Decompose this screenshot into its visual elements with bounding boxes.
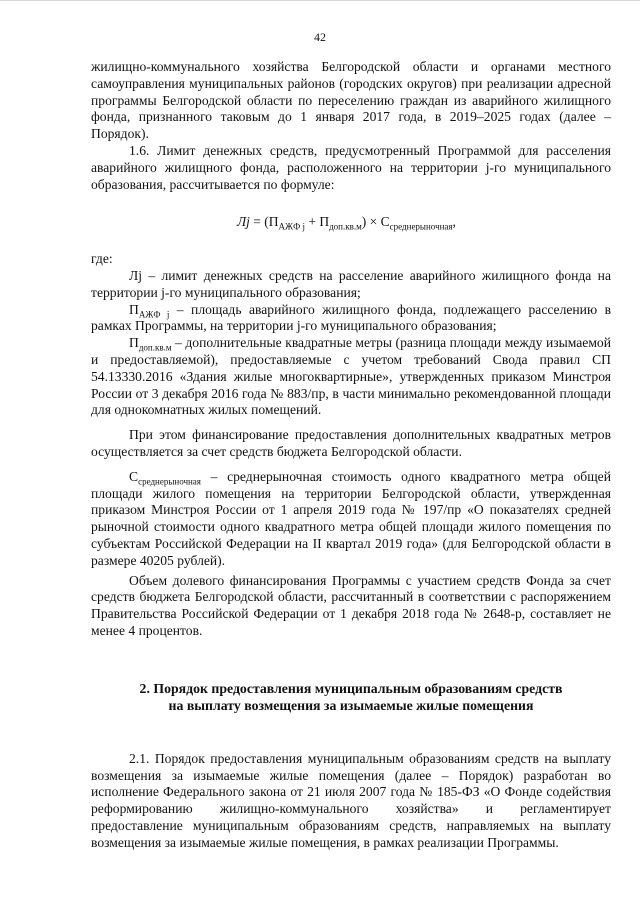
definition-market-text: – среднерыночная стоимость одного квадратного метра общей площади жилого помещения на территории Белгородской области, утвержденная приказом Минстроя России от 1 апреля 2019 года № 197/пр «О показателях средней рыночной стоимости одного квадратного метра общей площади жилого помещения по субъектам Российской Федерации на II квартал 2019 года» (для Белгородской области в размере 40205 рублей). xyxy=(91,468,611,568)
where-label: где: xyxy=(91,251,113,267)
definition-area xyxy=(91,302,611,336)
definition-area-symbol: П xyxy=(129,301,139,317)
paragraph-cofinancing: Объем долевого финансирования Программы с участием средств Фонда за счет средств бюджета Белгородской области, рассчитанный в соответствии с распоряжением Правительства Российской Федерации от 1 декабря 2018 года № 2648-р, составляет не менее 4 процентов. xyxy=(91,572,611,638)
definition-market-subscript: среднерыночная xyxy=(138,476,201,487)
definition-area-subscript: АЖФ j xyxy=(138,309,170,320)
definition-additional-symbol: П xyxy=(129,335,139,351)
definition-market-symbol: С xyxy=(129,468,139,484)
definition-market-cost xyxy=(91,469,611,570)
definition-additional-meters xyxy=(91,335,611,419)
formula-end: , xyxy=(452,214,456,230)
page-number: 42 xyxy=(314,30,326,44)
definition-limit-text: – лимит денежных средств на расселение аварийного жилищного фонда на территории j-го муниципального образования; xyxy=(91,267,611,300)
section-2-heading xyxy=(91,680,611,714)
paragraph-continuation: жилищно-коммунального хозяйства Белгородской области и органами местного самоуправления муниципальных районов (городских округов) при реализации адресной программы Белгородской области по переселению граждан из аварийного жилищного фонда, признанного таковым до 1 января 2017 года, в 2019–2025 годах (далее – Порядок). xyxy=(91,59,611,142)
definition-limit-symbol: Лj xyxy=(129,267,142,283)
section-2-heading-line1: 2. Порядок предоставления муниципальным образованиям средств xyxy=(139,680,563,696)
section-2-heading-line2: на выплату возмещения за изымаемые жилые помещения xyxy=(168,697,534,713)
paragraph-2-1: 2.1. Порядок предоставления муниципальным образованиям средств на выплату возмещения за изымаемые жилые помещения (далее – Порядок) разработан во исполнение Федерального закона от 21 июля 2007 года № 185-ФЗ «О Фонде содействия реформированию жилищно-коммунального хозяйства» и регламентирует предоставление муниципальным образованиям средств, направляемых на выплату возмещения за изымаемые жилые помещения, в рамках реализации Программы. xyxy=(91,750,611,850)
formula-times: ) × С xyxy=(361,214,390,230)
formula-sub-azhf: АЖФ j xyxy=(278,222,305,233)
paragraph-1-6: 1.6. Лимит денежных средств, предусмотренный Программой для расселения аварийного жилищного фонда, расположенного на территории j-го муниципального образования, рассчитывается по формуле: xyxy=(91,142,611,192)
formula-sub-sredn: среднерыночная xyxy=(389,222,453,233)
definition-additional-subscript: доп.кв.м xyxy=(138,342,172,353)
formula-sub-dop: доп.кв.м xyxy=(329,222,362,233)
formula-lhs: Лj xyxy=(237,214,250,230)
page-top-border xyxy=(0,0,640,1)
paragraph-financing: При этом финансирование предоставления дополнительных квадратных метров осуществляется за счет средств бюджета Белгородской области. xyxy=(91,427,611,459)
formula-plus: + П xyxy=(304,214,330,230)
definition-area-text: – площадь аварийного жилищного фонда, подлежащего расселению в рамках Программы, на территории j-го муниципального образования; xyxy=(91,301,611,334)
definition-limit xyxy=(91,268,611,302)
limit-formula xyxy=(237,214,611,231)
formula-eq: = (П xyxy=(249,214,279,230)
definition-additional-text: – дополнительные квадратные метры (разница площади между изымаемой и предоставляемой), предоставляемые с учетом требований Свода правил СП 54.13330.2016 «Здания жилые многоквартирные», утвержденных приказом Минстроя России от 3 декабря 2016 года № 883/пр, в части минимально рекомендованной площади для однокомнатных жилых помещений. xyxy=(91,335,611,418)
document-body xyxy=(91,59,611,851)
